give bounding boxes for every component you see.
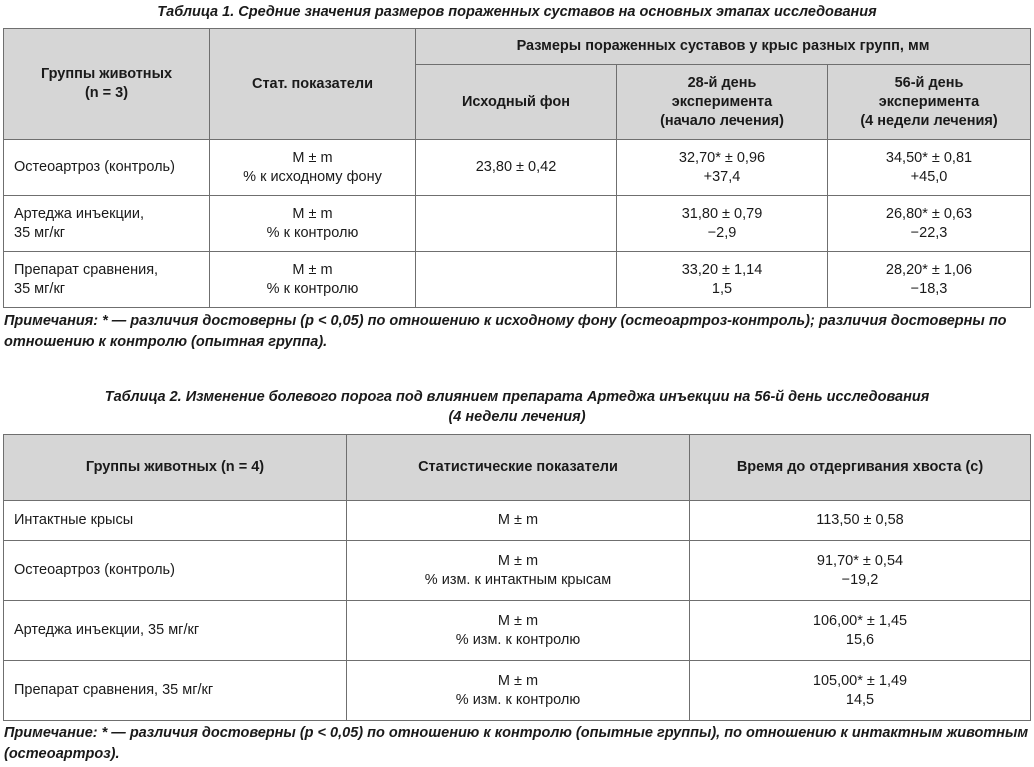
t2-time-cell: 105,00* ± 1,49 14,5 bbox=[690, 661, 1031, 721]
table-row bbox=[4, 196, 1031, 252]
t1-header-span: Размеры пораженных суставов у крыс разных групп, мм bbox=[416, 29, 1031, 65]
t1-day28-cell: 33,20 ± 1,14 1,5 bbox=[617, 252, 828, 308]
t2-stat-cell: M ± m bbox=[347, 501, 690, 541]
t1-header-group: Группы животных (n = 3) bbox=[4, 29, 210, 140]
t1-stat-cell: M ± m % к контролю bbox=[210, 252, 416, 308]
table-row bbox=[4, 140, 1031, 196]
t2-stat-cell: M ± m % изм. к контролю bbox=[347, 601, 690, 661]
t1-header-stat: Стат. показатели bbox=[210, 29, 416, 140]
t1-base-cell: 23,80 ± 0,42 bbox=[416, 140, 617, 196]
t2-group-cell: Остеоартроз (контроль) bbox=[4, 541, 347, 601]
table1 bbox=[3, 28, 1031, 308]
t1-day56-cell: 26,80* ± 0,63 −22,3 bbox=[828, 196, 1031, 252]
t2-stat-cell: M ± m % изм. к интактным крысам bbox=[347, 541, 690, 601]
t1-day56-cell: 28,20* ± 1,06 −18,3 bbox=[828, 252, 1031, 308]
t2-header-group: Группы животных (n = 4) bbox=[4, 435, 347, 501]
table1-caption: Таблица 1. Средние значения размеров пораженных суставов на основных этапах исследования bbox=[157, 4, 877, 20]
t2-time-cell: 106,00* ± 1,45 15,6 bbox=[690, 601, 1031, 661]
t1-stat-cell: M ± m % к контролю bbox=[210, 196, 416, 252]
t2-time-cell: 91,70* ± 0,54 −19,2 bbox=[690, 541, 1031, 601]
t1-day28-cell: 31,80 ± 0,79 −2,9 bbox=[617, 196, 828, 252]
t1-header-day28: 28-й день эксперимента (начало лечения) bbox=[617, 65, 828, 140]
t1-base-cell bbox=[416, 196, 617, 252]
t1-day56-cell: 34,50* ± 0,81 +45,0 bbox=[828, 140, 1031, 196]
table-row bbox=[4, 252, 1031, 308]
t1-header-day56: 56-й день эксперимента (4 недели лечения) bbox=[828, 65, 1031, 140]
table2-caption: Таблица 2. Изменение болевого порога под влиянием препарата Артеджа инъекции на 56-й день исследования (4 недели лечения) bbox=[104, 389, 930, 425]
t2-group-cell: Артеджа инъекции, 35 мг/кг bbox=[4, 601, 347, 661]
t1-header-base: Исходный фон bbox=[416, 65, 617, 140]
table-row bbox=[4, 541, 1031, 601]
t1-stat-cell: M ± m % к исходному фону bbox=[210, 140, 416, 196]
table2-note: Примечание: * — различия достоверны (p < 0,05) по отношению к контролю (опытные группы), по отношению к интактным животным (остеоартроз). bbox=[4, 725, 1029, 762]
t2-time-cell: 113,50 ± 0,58 bbox=[690, 501, 1031, 541]
table-row bbox=[4, 661, 1031, 721]
t2-group-cell: Интактные крысы bbox=[4, 501, 347, 541]
table-row bbox=[4, 501, 1031, 541]
t2-header-stat: Статистические показатели bbox=[347, 435, 690, 501]
t1-group-cell: Артеджа инъекции, 35 мг/кг bbox=[4, 196, 210, 252]
table2 bbox=[3, 434, 1031, 721]
t2-group-cell: Препарат сравнения, 35 мг/кг bbox=[4, 661, 347, 721]
table1-note: Примечания: * — различия достоверны (p < 0,05) по отношению к исходному фону (остеоартроз-контроль); различия достоверны по отношению к контролю (опытная группа). bbox=[4, 313, 1007, 350]
t2-stat-cell: M ± m % изм. к контролю bbox=[347, 661, 690, 721]
table-row bbox=[4, 601, 1031, 661]
t2-header-time: Время до отдергивания хвоста (с) bbox=[690, 435, 1031, 501]
t1-group-cell: Остеоартроз (контроль) bbox=[4, 140, 210, 196]
t1-base-cell bbox=[416, 252, 617, 308]
t1-day28-cell: 32,70* ± 0,96 +37,4 bbox=[617, 140, 828, 196]
t1-group-cell: Препарат сравнения, 35 мг/кг bbox=[4, 252, 210, 308]
